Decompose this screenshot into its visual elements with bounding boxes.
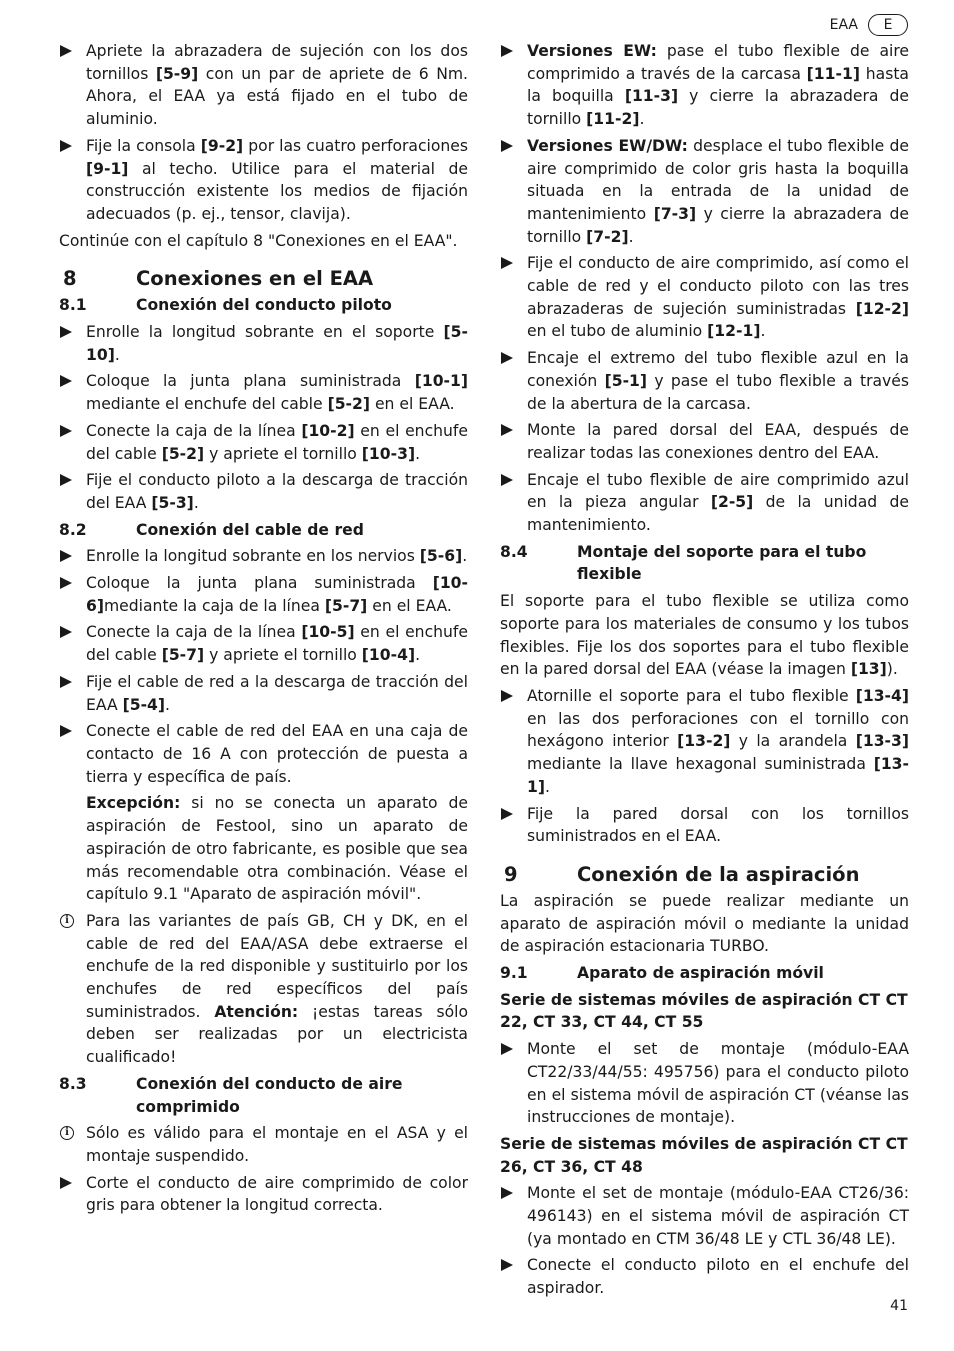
text-run: .	[165, 695, 170, 714]
heading-number: 9.1	[500, 964, 528, 983]
text-run: Atornille el soporte para el tubo flexible	[527, 686, 856, 705]
text-run: Continúe con el capítulo 8 "Conexiones en el EAA".	[59, 231, 458, 250]
section-heading	[500, 862, 909, 888]
text-run: y cierre la abrazadera de tornillo	[527, 204, 910, 246]
bold-text: [10-2]	[301, 421, 355, 440]
right-column	[500, 40, 909, 1304]
bullet-item	[500, 419, 909, 464]
bullet-item	[500, 803, 909, 848]
heading-text: Conexión del conducto piloto	[136, 296, 392, 315]
text-run: .	[639, 110, 645, 129]
heading-number: 8.3	[59, 1074, 87, 1093]
series-heading: Serie de sistemas móviles de aspiración CT CT 22, CT 33, CT 44, CT 55	[500, 990, 908, 1032]
bold-text: [5-7]	[161, 646, 205, 665]
text-run: Conecte la caja de la línea	[86, 421, 302, 440]
page-number: 41	[890, 1298, 908, 1314]
bold-text: Excepción:	[86, 794, 181, 813]
bullet-item	[500, 1038, 909, 1129]
bold-text: Versiones EW:	[527, 42, 657, 60]
bullet-item	[500, 1254, 909, 1299]
text-run: y pase el tubo flexible a través de la abertura de la carcasa.	[527, 371, 909, 413]
text-run: Fije la consola	[86, 136, 201, 155]
heading-text: Conexión del cable de red	[136, 520, 364, 539]
bold-text: [5-10]	[86, 323, 468, 364]
text-run: .	[193, 493, 199, 512]
text-run: en el tubo de aluminio	[527, 322, 708, 341]
text-run: mediante la llave hexagonal suministrada	[527, 755, 874, 774]
bold-text: [5-7]	[324, 596, 368, 615]
heading-text: Aparato de aspiración móvil	[577, 964, 824, 983]
bullet-item	[500, 252, 909, 343]
header-title: EAA	[829, 17, 858, 33]
paragraph	[500, 590, 909, 681]
bold-text: [13]	[850, 660, 887, 679]
text-run: ).	[886, 660, 898, 679]
text-run: .	[544, 777, 550, 796]
text-run: de la unidad de mantenimiento.	[527, 493, 909, 535]
subsection-heading	[59, 294, 468, 317]
text-run: .	[628, 227, 634, 246]
text-run: Enrolle la longitud sobrante en el soporte	[86, 323, 444, 342]
text-run: Conecte el cable de red del EAA en una caja de contacto de 16 A con protección de puesta a tierra y específica de país.	[86, 722, 468, 786]
bold-text: [10-3]	[361, 444, 416, 463]
bold-text: [7-3]	[653, 204, 697, 223]
paragraph	[500, 890, 909, 958]
text-run: hasta la boquilla	[527, 64, 909, 106]
heading-text: Conexiones en el EAA	[136, 267, 374, 291]
text-run: Fije el conducto piloto a la descarga de tracción del EAA	[86, 471, 468, 512]
bold-text: [5-2]	[327, 395, 370, 414]
text-run: Coloque la junta plana suministrada	[86, 372, 415, 391]
text-run: y apriete el tornillo	[204, 444, 362, 463]
bullet-item	[59, 420, 468, 465]
text-run: .	[415, 444, 421, 463]
bold-text: [2-5]	[710, 493, 754, 512]
bold-text: [12-2]	[855, 299, 909, 318]
bold-text: [10-5]	[301, 623, 355, 642]
bullet-item	[59, 720, 468, 788]
text-run: en las dos perforaciones con el tornillo con hexágono interior	[527, 709, 909, 751]
text-run: ¡estas tareas sólo deben ser realizadas por un electricista cualificado!	[86, 1002, 468, 1067]
bullet-item	[500, 1182, 909, 1250]
text-run: Encaje el tubo flexible de aire comprimido azul en la pieza angular	[527, 470, 909, 512]
info-icon: i	[60, 1126, 74, 1140]
bullet-item	[500, 135, 909, 249]
bold-text: [5-1]	[604, 371, 648, 390]
text-run: Coloque la junta plana suministrada	[86, 574, 433, 593]
bold-text: [13-2]	[677, 732, 731, 751]
indented-note	[59, 792, 468, 906]
bullet-item	[59, 621, 468, 666]
text-run: y apriete el tornillo	[204, 646, 362, 665]
text-run: desplace el tubo flexible de aire comprimido de color gris hasta la boquilla situada en la entrada de la unidad de mantenimiento	[527, 136, 909, 223]
text-run: en el EAA.	[367, 596, 452, 615]
bullet-item	[500, 469, 909, 537]
bold-text: [11-3]	[624, 87, 679, 106]
bold-text: [13-3]	[855, 732, 909, 751]
heading-number: 8.1	[59, 296, 87, 315]
bullet-item	[500, 347, 909, 415]
bold-text: [10-6]	[86, 574, 468, 615]
heading-number: 8.4	[500, 542, 528, 561]
text-run: .	[415, 646, 421, 665]
language-badge: E	[868, 14, 908, 36]
text-run: .	[462, 547, 468, 566]
text-run: .	[760, 322, 766, 341]
bold-text: Atención:	[214, 1002, 299, 1021]
subsection-heading	[500, 962, 909, 985]
subsection-heading	[59, 1073, 468, 1118]
page-header	[830, 14, 908, 36]
text-run: mediante la caja de la línea	[103, 596, 325, 615]
subsection-heading	[59, 519, 468, 542]
bold-text: [5-6]	[419, 547, 463, 566]
series-heading: Serie de sistemas móviles de aspiración CT CT 26, CT 36, CT 48	[500, 1134, 908, 1176]
bullet-item	[59, 40, 468, 131]
bold-text: [5-2]	[161, 444, 205, 463]
bold-text: [5-3]	[151, 493, 194, 512]
text-run: pase el tubo flexible de aire comprimido a través de la carcasa	[527, 42, 909, 83]
text-run: .	[114, 345, 120, 364]
heading-text: Conexión del conducto de aire comprimido	[136, 1074, 403, 1116]
info-note	[59, 1122, 468, 1167]
text-run: Apriete la abrazadera de sujeción con los dos tornillos	[86, 42, 468, 83]
bullet-item	[59, 370, 468, 415]
text-run: con un par de apriete de 6 Nm. Ahora, el EAA ya está fijado en el tubo de aluminio.	[86, 64, 469, 129]
text-run: Fije la pared dorsal con los tornillos suministrados en el EAA.	[527, 804, 909, 846]
heading-text: Conexión de la aspiración	[577, 862, 860, 886]
bold-text: [11-2]	[586, 110, 640, 129]
bold-text: Versiones EW/DW:	[527, 136, 688, 155]
text-run: en el EAA.	[370, 395, 455, 414]
bullet-item	[500, 685, 909, 799]
text-run: Para las variantes de país GB, CH y DK, en el cable de red del EAA/ASA debe extraerse el enchufe de la red disponible y sustituirlo por los enchufes de red específicos del país suministrados.	[86, 911, 468, 1021]
bold-text: [9-1]	[86, 159, 129, 178]
text-run: Encaje el extremo del tubo flexible azul en la conexión	[527, 349, 909, 390]
bold-text: [12-1]	[707, 322, 761, 341]
bullet-item	[59, 572, 468, 617]
bold-text: [5-9]	[155, 64, 199, 83]
text-run: Monte el set de montaje (módulo-EAA CT26/36: 496143) en el sistema móvil de aspiración CT (ya montado en CTM 36/48 LE y CTL 36/48 LE).	[527, 1184, 909, 1248]
heading-number: 8.2	[59, 520, 87, 539]
bullet-item	[59, 1172, 468, 1217]
text-run: y la arandela	[730, 732, 856, 751]
bullet-item	[500, 40, 909, 131]
text-run: Conecte el conducto piloto en el enchufe del aspirador.	[527, 1256, 909, 1298]
bold-text: [10-4]	[361, 646, 416, 665]
text-run: Fije el cable de red a la descarga de tracción del EAA	[86, 672, 468, 714]
text-run: si no se conecta un aparato de aspiración de Festool, sino un aparato de aspiración de otro fabricante, es posible que sea más recomendable otra combinación. Véase el capítulo 9.1 "Aparato de aspiración móvil".	[86, 794, 468, 904]
heading-number: 9	[504, 862, 518, 886]
heading-text: Montaje del soporte para el tubo flexible	[577, 542, 867, 584]
text-run: Enrolle la longitud sobrante en los nervios	[86, 547, 420, 566]
text-run: en el enchufe del cable	[86, 421, 468, 463]
bullet-item	[59, 321, 468, 366]
text-run: Sólo es válido para el montaje en el ASA y el montaje suspendido.	[86, 1124, 468, 1165]
bullet-item	[59, 469, 468, 514]
bold-text: [13-1]	[527, 755, 909, 796]
bold-text: [10-1]	[414, 372, 468, 391]
text-run: El soporte para el tubo flexible se utiliza como soporte para los materiales de consumo y los tubos flexibles. Fije los dos soportes para el tubo flexible en la pared dorsal del EAA (véase la imagen	[500, 592, 909, 679]
text-run: La aspiración se puede realizar mediante un aparato de aspiración móvil o mediante la unidad de aspiración estacionaria TURBO.	[500, 891, 909, 956]
bullet-item	[59, 545, 468, 568]
text-run: y cierre la abrazadera de tornillo	[527, 87, 909, 129]
bullet-item	[59, 671, 468, 716]
bold-text: [13-4]	[855, 686, 909, 705]
text-run: Fije el conducto de aire comprimido, así como el cable de red y el conducto piloto con las tres abrazaderas de sujeción suministradas	[527, 254, 909, 318]
section-heading	[59, 266, 468, 292]
bold-text: [9-2]	[200, 136, 244, 155]
paragraph	[59, 230, 468, 253]
text-run: Monte el set de montaje (módulo-EAA CT22/33/44/55: 495756) para el conducto piloto en el sistema móvil de aspiración CT (véanse las instrucciones de montaje).	[527, 1040, 909, 1127]
subsection-heading	[500, 541, 909, 586]
bold-text: [5-4]	[122, 695, 166, 714]
text-run: mediante el enchufe del cable	[86, 395, 328, 414]
info-icon: i	[60, 914, 74, 928]
bullet-item	[59, 135, 468, 226]
heading-number: 8	[63, 267, 77, 291]
info-note	[59, 910, 468, 1069]
text-run: en el enchufe del cable	[86, 623, 468, 665]
text-run: por las cuatro perforaciones	[243, 136, 469, 155]
text-run: al techo. Utilice para el material de construcción existente los medios de fijación adecuados (p. ej., tensor, clavija).	[86, 159, 468, 223]
bold-text: [7-2]	[586, 227, 629, 246]
left-column	[59, 40, 468, 1221]
bold-text: [11-1]	[806, 64, 860, 83]
text-run: Conecte la caja de la línea	[86, 623, 302, 642]
text-run: Corte el conducto de aire comprimido de color gris para obtener la longitud correcta.	[86, 1173, 468, 1215]
text-run: Monte la pared dorsal del EAA, después de realizar todas las conexiones dentro del EAA.	[527, 421, 909, 462]
